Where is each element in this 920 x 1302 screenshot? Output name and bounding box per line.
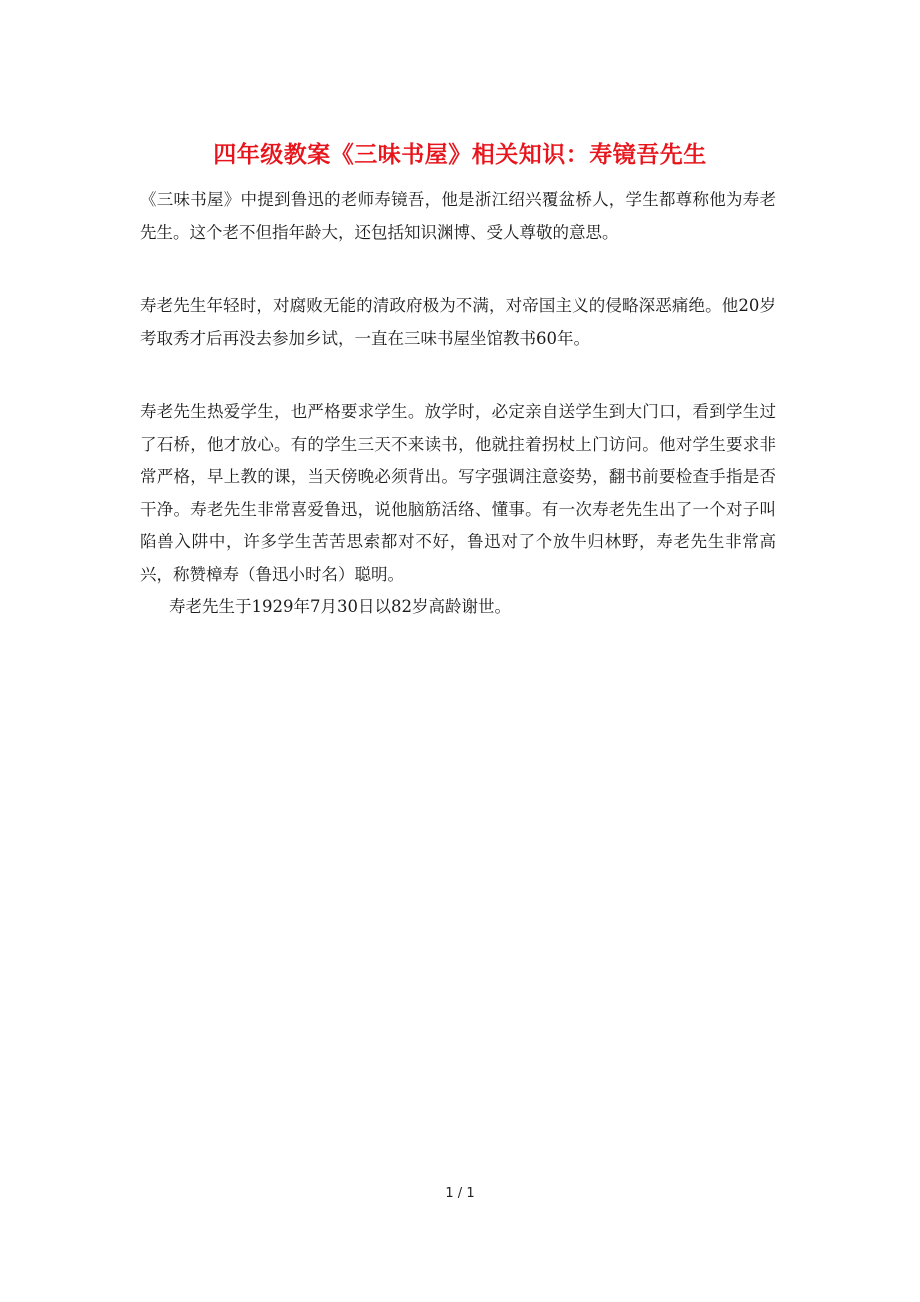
document-body bbox=[140, 184, 776, 624]
paragraph-3: 寿老先生热爱学生，也严格要求学生。放学时，必定亲自送学生到大门口，看到学生过了石桥，他才放心。有的学生三天不来读书，他就拄着拐杖上门访问。他对学生要求非常严格，早上教的课，当天傍晚必须背出。写字强调注意姿势，翻书前要检查手指是否干净。寿老先生非常喜爱鲁迅，说他脑筋活络、懂事。有一次寿老先生出了一个对子叫陷兽入阱中，许多学生苦苦思索都对不好，鲁迅对了个放牛归林野，寿老先生非常高兴，称赞樟寿（鲁迅小时名）聪明。 bbox=[140, 402, 776, 584]
paragraph-2: 寿老先生年轻时，对腐败无能的清政府极为不满，对帝国主义的侵略深恶痛绝。他20岁考取秀才后再没去参加乡试，一直在三味书屋坐馆教书60年。 bbox=[140, 296, 776, 348]
document-title: 四年级教案《三味书屋》相关知识：寿镜吾先生 bbox=[213, 141, 707, 168]
page-number: 1 / 1 bbox=[445, 1186, 475, 1201]
paragraph-gap bbox=[140, 355, 776, 396]
paragraph-4: 寿老先生于1929年7月30日以82岁高龄谢世。 bbox=[169, 597, 511, 616]
paragraph-1: 《三味书屋》中提到鲁迅的老师寿镜吾，他是浙江绍兴覆盆桥人，学生都尊称他为寿老先生。这个老不但指年龄大，还包括知识渊博、受人尊敬的意思。 bbox=[140, 190, 776, 242]
paragraph-gap bbox=[140, 249, 776, 290]
